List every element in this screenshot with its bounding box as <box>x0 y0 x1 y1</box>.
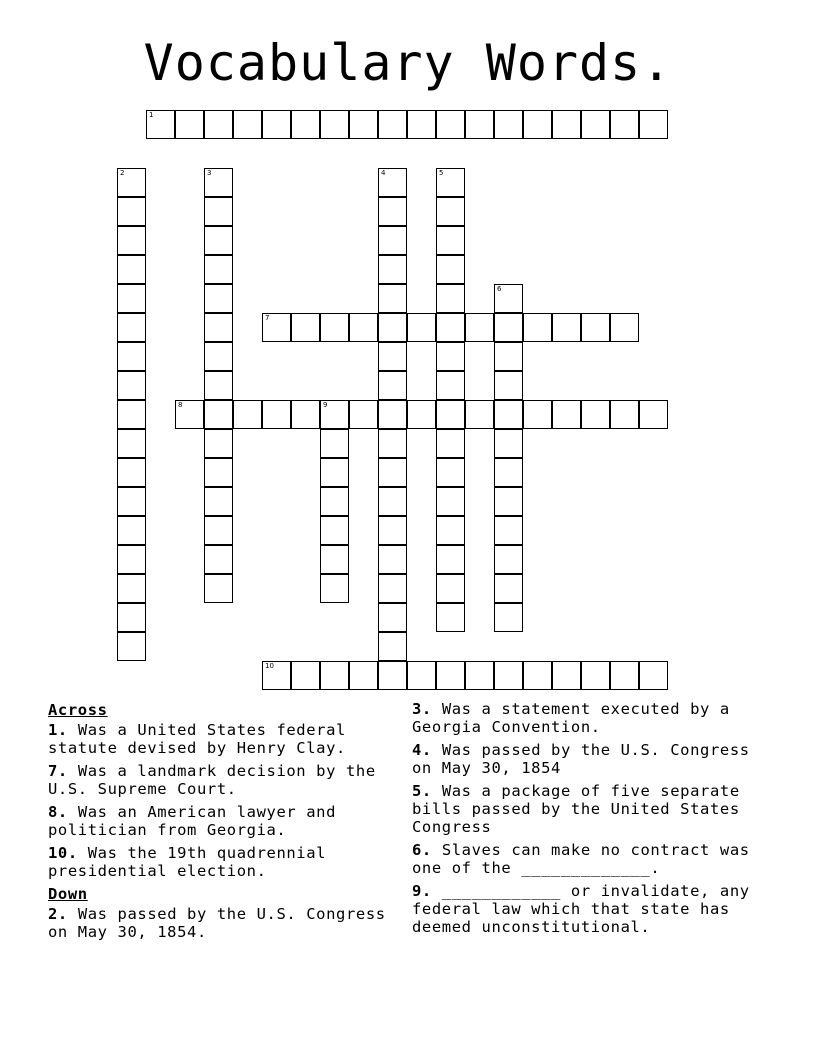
crossword-cell[interactable] <box>204 168 233 197</box>
crossword-cell[interactable] <box>175 400 204 429</box>
crossword-cell[interactable] <box>262 313 291 342</box>
crossword-cell[interactable] <box>349 661 378 690</box>
crossword-cell[interactable] <box>436 487 465 516</box>
down-clue <box>412 841 772 877</box>
crossword-cell[interactable] <box>639 400 668 429</box>
clue-text: Was a statement executed by a Georgia Convention. <box>412 700 730 736</box>
crossword-cell[interactable] <box>436 284 465 313</box>
clue-number: 8. <box>48 803 68 821</box>
crossword-cell[interactable] <box>117 632 146 661</box>
crossword-cell[interactable] <box>291 110 320 139</box>
down-clue <box>412 700 772 736</box>
crossword-cell[interactable] <box>378 110 407 139</box>
crossword-cell[interactable] <box>349 400 378 429</box>
crossword-cell[interactable] <box>291 661 320 690</box>
crossword-cell[interactable] <box>436 429 465 458</box>
clue-number: 7. <box>48 762 68 780</box>
crossword-cell[interactable] <box>552 661 581 690</box>
crossword-cell[interactable] <box>204 400 233 429</box>
crossword-cell[interactable] <box>436 545 465 574</box>
crossword-cell[interactable] <box>465 110 494 139</box>
crossword-cell[interactable] <box>349 313 378 342</box>
crossword-cell[interactable] <box>378 197 407 226</box>
clue-text: Slaves can make no contract was one of the _____________. <box>412 841 750 877</box>
crossword-cell[interactable] <box>494 400 523 429</box>
crossword-cell[interactable] <box>378 545 407 574</box>
crossword-cell[interactable] <box>523 400 552 429</box>
crossword-cell[interactable] <box>378 400 407 429</box>
crossword-cell[interactable] <box>117 545 146 574</box>
crossword-cell[interactable] <box>436 197 465 226</box>
clue-column-right <box>412 700 772 941</box>
crossword-cell[interactable] <box>117 197 146 226</box>
crossword-cell[interactable] <box>494 371 523 400</box>
crossword-cell[interactable] <box>639 110 668 139</box>
crossword-cell[interactable] <box>436 371 465 400</box>
crossword-cell[interactable] <box>378 661 407 690</box>
crossword-cell[interactable] <box>436 458 465 487</box>
crossword-cell[interactable] <box>204 342 233 371</box>
crossword-cell[interactable] <box>552 313 581 342</box>
crossword-cell[interactable] <box>204 429 233 458</box>
crossword-cell[interactable] <box>494 429 523 458</box>
crossword-cell[interactable] <box>494 516 523 545</box>
crossword-cell[interactable] <box>581 110 610 139</box>
crossword-cell[interactable] <box>378 226 407 255</box>
crossword-cell[interactable] <box>233 400 262 429</box>
crossword-cell[interactable] <box>204 284 233 313</box>
crossword-cell[interactable] <box>494 110 523 139</box>
crossword-cell[interactable] <box>378 574 407 603</box>
across-clue <box>48 762 393 798</box>
crossword-cell[interactable] <box>117 458 146 487</box>
crossword-cell[interactable] <box>117 429 146 458</box>
cell-number: 10 <box>265 662 274 670</box>
crossword-cell[interactable] <box>117 255 146 284</box>
crossword-cell[interactable] <box>465 661 494 690</box>
crossword-cell[interactable] <box>320 487 349 516</box>
crossword-cell[interactable] <box>610 400 639 429</box>
crossword-cell[interactable] <box>494 458 523 487</box>
crossword-cell[interactable] <box>436 516 465 545</box>
down-clue <box>48 905 393 941</box>
clue-text: Was a landmark decision by the U.S. Supreme Court. <box>48 762 376 798</box>
crossword-cell[interactable] <box>407 661 436 690</box>
crossword-cell[interactable] <box>117 400 146 429</box>
crossword-cell[interactable] <box>291 400 320 429</box>
clue-text: Was a package of five separate bills passed by the United States Congress <box>412 782 740 836</box>
crossword-cell[interactable] <box>436 400 465 429</box>
page-title: Vocabulary Words. <box>143 34 673 92</box>
crossword-cell[interactable] <box>262 110 291 139</box>
crossword-cell[interactable] <box>204 110 233 139</box>
crossword-cell[interactable] <box>494 313 523 342</box>
crossword-cell[interactable] <box>378 168 407 197</box>
crossword-cell[interactable] <box>436 603 465 632</box>
crossword-cell[interactable] <box>204 487 233 516</box>
crossword-cell[interactable] <box>378 255 407 284</box>
crossword-cell[interactable] <box>204 226 233 255</box>
crossword-cell[interactable] <box>320 661 349 690</box>
crossword-cell[interactable] <box>378 371 407 400</box>
crossword-cell[interactable] <box>378 342 407 371</box>
crossword-cell[interactable] <box>552 400 581 429</box>
crossword-cell[interactable] <box>436 255 465 284</box>
crossword-cell[interactable] <box>320 516 349 545</box>
down-clue <box>412 782 772 836</box>
crossword-cell[interactable] <box>436 661 465 690</box>
crossword-cell[interactable] <box>610 110 639 139</box>
cell-number: 5 <box>439 169 444 177</box>
down-clue <box>412 882 772 936</box>
crossword-cell[interactable] <box>146 110 175 139</box>
crossword-cell[interactable] <box>320 545 349 574</box>
crossword-cell[interactable] <box>494 342 523 371</box>
crossword-cell[interactable] <box>320 574 349 603</box>
crossword-cell[interactable] <box>204 458 233 487</box>
across-heading: Across <box>48 701 108 719</box>
cell-number: 8 <box>178 401 183 409</box>
clue-text: Was the 19th quadrennial presidential election. <box>48 844 327 880</box>
crossword-cell[interactable] <box>204 313 233 342</box>
clue-text: Was passed by the U.S. Congress on May 30, 1854 <box>412 741 750 777</box>
crossword-cell[interactable] <box>378 313 407 342</box>
crossword-cell[interactable] <box>320 400 349 429</box>
crossword-cell[interactable] <box>204 545 233 574</box>
crossword-cell[interactable] <box>494 545 523 574</box>
crossword-cell[interactable] <box>204 197 233 226</box>
clue-number: 6. <box>412 841 432 859</box>
crossword-cell[interactable] <box>581 313 610 342</box>
crossword-cell[interactable] <box>320 458 349 487</box>
crossword-cell[interactable] <box>117 487 146 516</box>
down-clue <box>412 741 772 777</box>
crossword-cell[interactable] <box>436 168 465 197</box>
crossword-cell[interactable] <box>233 110 262 139</box>
clue-column-left <box>48 700 393 946</box>
clue-text: Was a United States federal statute devised by Henry Clay. <box>48 721 346 757</box>
crossword-cell[interactable] <box>639 661 668 690</box>
crossword-cell[interactable] <box>465 313 494 342</box>
crossword-cell[interactable] <box>204 255 233 284</box>
cell-number: 4 <box>381 169 386 177</box>
crossword-cell[interactable] <box>523 661 552 690</box>
crossword-cell[interactable] <box>581 661 610 690</box>
cell-number: 1 <box>149 111 154 119</box>
crossword-cell[interactable] <box>204 371 233 400</box>
across-clue <box>48 803 393 839</box>
crossword-cell[interactable] <box>204 574 233 603</box>
cell-number: 7 <box>265 314 270 322</box>
clue-number: 3. <box>412 700 432 718</box>
crossword-cell[interactable] <box>494 487 523 516</box>
crossword-cell[interactable] <box>436 342 465 371</box>
cell-number: 6 <box>497 285 502 293</box>
cell-number: 9 <box>323 401 328 409</box>
crossword-cell[interactable] <box>523 313 552 342</box>
crossword-cell[interactable] <box>494 574 523 603</box>
crossword-cell[interactable] <box>494 284 523 313</box>
crossword-cell[interactable] <box>407 400 436 429</box>
crossword-cell[interactable] <box>436 110 465 139</box>
crossword-cell[interactable] <box>117 371 146 400</box>
crossword-cell[interactable] <box>610 313 639 342</box>
cell-number: 3 <box>207 169 212 177</box>
crossword-cell[interactable] <box>465 400 494 429</box>
crossword-cell[interactable] <box>262 400 291 429</box>
clue-text: ____________ or invalidate, any federal law which that state has deemed unconstitutional. <box>412 882 750 936</box>
crossword-cell[interactable] <box>117 603 146 632</box>
crossword-cell[interactable] <box>552 110 581 139</box>
crossword-cell[interactable] <box>407 313 436 342</box>
clue-text: Was an American lawyer and politician from Georgia. <box>48 803 337 839</box>
crossword-cell[interactable] <box>378 458 407 487</box>
clue-number: 2. <box>48 905 68 923</box>
crossword-cell[interactable] <box>523 110 552 139</box>
crossword-cell[interactable] <box>320 429 349 458</box>
crossword-cell[interactable] <box>581 400 610 429</box>
crossword-cell[interactable] <box>378 429 407 458</box>
cell-number: 2 <box>120 169 125 177</box>
crossword-cell[interactable] <box>436 313 465 342</box>
crossword-cell[interactable] <box>204 516 233 545</box>
crossword-cell[interactable] <box>175 110 204 139</box>
crossword-cell[interactable] <box>407 110 436 139</box>
clue-number: 9. <box>412 882 432 900</box>
crossword-cell[interactable] <box>262 661 291 690</box>
crossword-cell[interactable] <box>117 226 146 255</box>
crossword-cell[interactable] <box>349 110 378 139</box>
crossword-cell[interactable] <box>117 168 146 197</box>
clue-number: 1. <box>48 721 68 739</box>
crossword-cell[interactable] <box>117 284 146 313</box>
crossword-cell[interactable] <box>117 516 146 545</box>
crossword-cell[interactable] <box>494 603 523 632</box>
crossword-cell[interactable] <box>320 313 349 342</box>
clue-number: 4. <box>412 741 432 759</box>
across-clue <box>48 844 393 880</box>
crossword-cell[interactable] <box>610 661 639 690</box>
crossword-cell[interactable] <box>320 110 349 139</box>
crossword-cell[interactable] <box>436 226 465 255</box>
crossword-cell[interactable] <box>117 574 146 603</box>
crossword-cell[interactable] <box>378 603 407 632</box>
clue-number: 5. <box>412 782 432 800</box>
across-clue <box>48 721 393 757</box>
crossword-cell[interactable] <box>436 574 465 603</box>
crossword-cell[interactable] <box>117 313 146 342</box>
crossword-cell[interactable] <box>494 661 523 690</box>
crossword-cell[interactable] <box>117 342 146 371</box>
crossword-cell[interactable] <box>291 313 320 342</box>
clue-number: 10. <box>48 844 78 862</box>
crossword-cell[interactable] <box>378 516 407 545</box>
crossword-cell[interactable] <box>378 284 407 313</box>
crossword-cell[interactable] <box>378 487 407 516</box>
down-heading: Down <box>48 885 88 903</box>
crossword-cell[interactable] <box>378 632 407 661</box>
clue-text: Was passed by the U.S. Congress on May 30, 1854. <box>48 905 386 941</box>
